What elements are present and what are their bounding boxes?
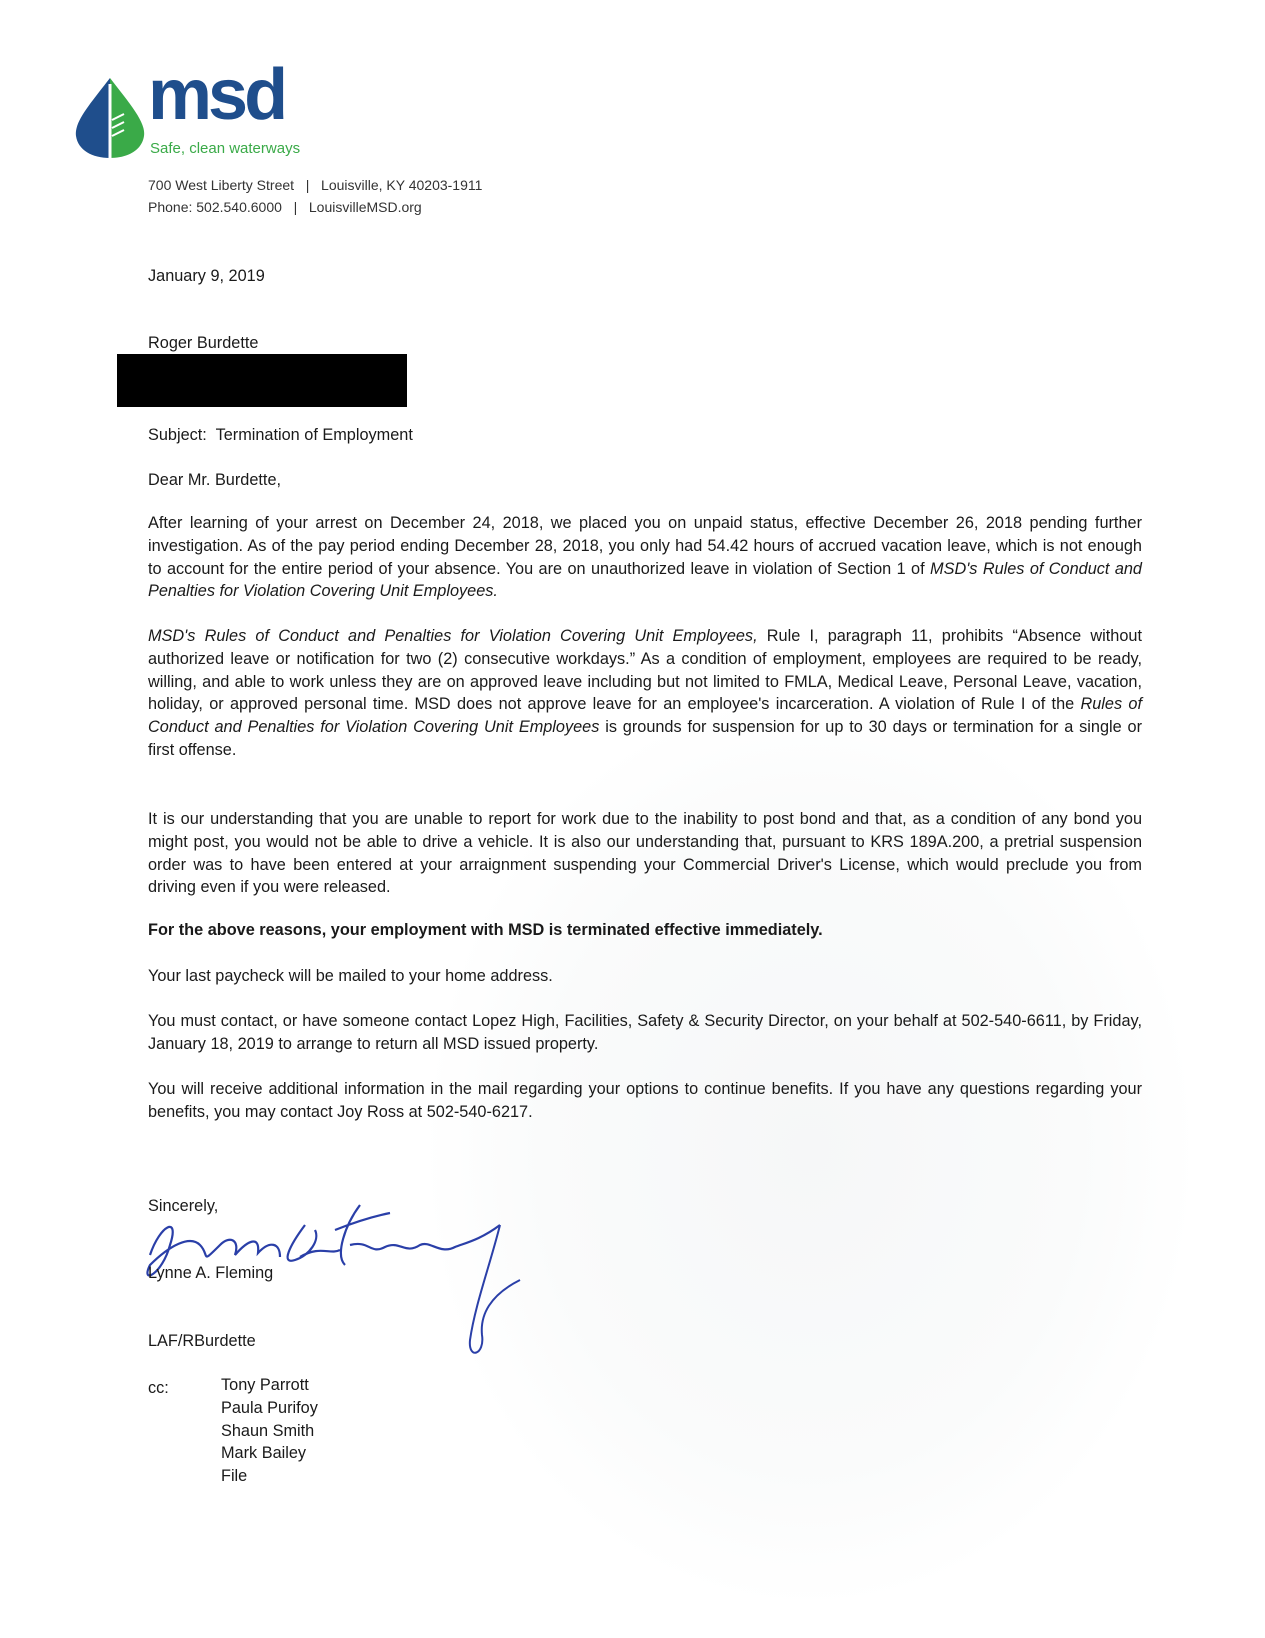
separator: | (293, 199, 298, 215)
separator: | (305, 177, 310, 193)
paragraph-benefits: You will receive additional information in the mail regarding your options to continue benefits. If you have any questions regarding your benefits, you may contact Joy Ross at 502-540-6217. (148, 1080, 1142, 1121)
subject-line: Subject: Termination of Employment (148, 426, 413, 444)
leaf-icon (70, 74, 150, 164)
paragraph-rules-of-conduct (148, 625, 1142, 762)
signer-name: Lynne A. Fleming (148, 1264, 274, 1282)
italic-title: MSD's Rules of Conduct and Penalties for Violation Covering Unit Employees. (148, 559, 1142, 601)
redacted-address (117, 354, 407, 407)
cc-list (221, 1374, 318, 1488)
paragraph-bond-license: It is our understanding that you are unable to report for work due to the inability to post bond and that, as a condition of any bond you might post, you would not be able to drive a vehicle. It is also our understanding that, pursuant to KRS 189A.200, a pretrial suspension order was to have been entered at your arraignment suspending your Commercial Driver's License, which would preclude you from driving even if you were released. (148, 810, 1142, 897)
cc-recipient: Shaun Smith (221, 1421, 315, 1440)
website: LouisvilleMSD.org (308, 199, 422, 215)
cc-recipient: Tony Parrott (221, 1376, 309, 1394)
phone-number: Phone: 502.540.6000 (148, 199, 282, 215)
closing: Sincerely, (148, 1197, 219, 1215)
logo-wordmark: msd (148, 55, 285, 135)
italic-title: Rules of Conduct and Penalties for Violation Covering Unit Employees (148, 695, 1142, 737)
cc-recipient: File (221, 1467, 248, 1486)
letter-date: January 9, 2019 (148, 267, 265, 285)
termination-statement: For the above reasons, your employment with MSD is terminated effective immediately. (148, 921, 823, 939)
text: is grounds for suspension for up to 30 days or termination for a single or first offense. (148, 718, 1142, 759)
cc-label: cc: (148, 1379, 169, 1397)
text: After learning of your arrest on December 24, 2018, we placed you on unpaid status, effective December 26, 2018 pending further investigation. As of the pay period ending December 28, 2018, you only had 54.42 hours of accrued vacation leave, which is not enough to account for the entire period of your absence. You are on unauthorized leave in violation of Section 1 of (148, 514, 1142, 578)
cc-recipient: Paula Purifoy (221, 1398, 318, 1417)
letterhead-address (148, 174, 482, 218)
text: Rule I, paragraph 11, prohibits “Absence without authorized leave or notification for two (2) consecutive workdays.” As a condition of employment, employees are required to be ready, willing, and able to work unless they are on approved leave including but not limited to FMLA, Medical Leave, Personal Leave, vacation, holiday, or approved personal time. MSD does not approve leave for an employee's incarceration. A violation of Rule I of the (148, 627, 1142, 714)
street-address: 700 West Liberty Street (148, 177, 295, 193)
paragraph-return-property: You must contact, or have someone contact Lopez High, Facilities, Safety & Security Director, on your behalf at 502-540-6611, by Friday, January 18, 2019 to arrange to return all MSD issued property. (148, 1012, 1142, 1053)
salutation: Dear Mr. Burdette, (148, 471, 282, 489)
reference-initials: LAF/RBurdette (148, 1332, 256, 1350)
italic-title: MSD's Rules of Conduct and Penalties for Violation Covering Unit Employees, (148, 627, 758, 645)
city-address: Louisville, KY 40203-1911 (321, 177, 483, 193)
logo-tagline: Safe, clean waterways (150, 140, 301, 157)
recipient-name: Roger Burdette (148, 334, 259, 352)
paragraph-unpaid-status (148, 512, 1142, 603)
msd-logo (70, 55, 330, 162)
paragraph-paycheck: Your last paycheck will be mailed to your home address. (148, 967, 553, 985)
cc-recipient: Mark Bailey (221, 1444, 307, 1463)
